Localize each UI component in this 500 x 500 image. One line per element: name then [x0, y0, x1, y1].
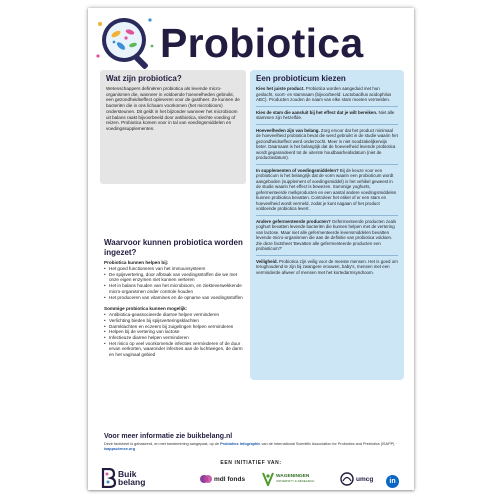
buikbelang-mark-icon — [100, 468, 116, 488]
help-list — [104, 266, 246, 300]
some-heading: Sommige probiotica kunnen mogelijk: — [104, 306, 188, 312]
isapp-link[interactable]: isappscience.org — [104, 446, 136, 451]
help-heading: Probiotica kunnen helpen bij: — [104, 260, 169, 265]
tip-lead: Veiligheid. — [256, 258, 278, 264]
divider — [256, 215, 398, 216]
divider — [256, 255, 398, 256]
page-title: Probiotica — [160, 20, 364, 66]
wageningen-mark-icon — [262, 472, 274, 486]
list-item: • De spijsvertering, door afbraak van voedingsstoffen die we met onze eigen enzymen niet kunnen verteren — [104, 272, 246, 283]
tip-text: Niet alle stammen zijn hetzelfde. — [256, 109, 395, 120]
tip-lead: In supplementen of voedingsmiddelen? — [256, 167, 339, 173]
umcg-logo — [340, 472, 373, 486]
tip-amounts — [256, 128, 398, 161]
tip-right-product — [256, 86, 398, 103]
tip-text: Probiotica worden aangeduid met hun geslacht, soort- en stamnaam (bijvoorbeeld: Lactobacillus acidophilus ABC). Producten zouden de naam van elke stam moeten vermelden. — [256, 86, 392, 102]
choosing-probiotic-box — [250, 70, 404, 380]
what-are-probiotics-box — [100, 70, 246, 184]
factsheet-page — [88, 8, 414, 490]
tip-lead: Hoeveelheden zijn van belang. — [256, 127, 320, 133]
tip-lead: Andere gefermenteerde producten? — [256, 218, 331, 224]
partner-logos — [88, 468, 414, 490]
tip-fermented-products — [256, 219, 398, 252]
tip-text: Bij de keuze voor een probioticum is het belangrijk dat de vorm waarin een probioticum wordt aangeboden (supplement of voedingsmiddel) is het vehikel geweest in de studie waarin het effect is bewezen. Sommige yoghurts, gefermenteerde melkproducten en een aantal andere voedingsmiddelen kunnen probiotica bevatten. Controleer het etiket of er een stam en hoeveelheid wordt vermeld, zodat je kunt nagaan of het product voldoende probiotica levert. — [256, 167, 397, 211]
mdl-fonds-logo — [200, 474, 245, 484]
magnifier-bacteria-icon — [90, 10, 164, 72]
list-item: • Het risico op veel voorkomende infecties verminderen of de duur ervan verkorten, waaronder infecties aan de luchtwegen, de darm en het vaginaal gebied — [104, 341, 246, 358]
box-title: Een probioticum kiezen — [256, 74, 346, 83]
list-item: • Helpen bij de vertering van lactose — [104, 329, 246, 335]
tip-right-strain — [256, 110, 398, 121]
umcg-mark-icon — [340, 472, 354, 486]
tip-text: Gefermenteerde producten zoals yoghurt bevatten levende bacteriën die kunnen helpen met de vertering van lactose. Maar niet alle gefermenteerde levensmiddelen bevatten levende micro-organismen die aan de definitie van probiotica voldoen. Zie deze factsheet 'Bevatten alle gefermenteerde producten een probioticum?' — [256, 218, 397, 251]
logo-text: belang — [118, 477, 146, 487]
divider — [256, 106, 398, 107]
more-info-link[interactable]: Voor meer informatie zie buikbelang.nl — [104, 433, 233, 440]
divider — [256, 164, 398, 165]
logo-text: mdl fonds — [214, 475, 246, 483]
logo-text: WAGENINGEN — [276, 474, 310, 479]
left-column — [100, 70, 246, 358]
initiative-label: EEN INITIATIEF VAN: — [220, 460, 282, 466]
logo-text: umcg — [356, 475, 374, 483]
tip-text: Probiotica zijn veilig voor de meeste mensen. Het is goed om terughoudend te zijn bij zwangere vrouwen, baby's, mensen met een verminderde afweer of mensen met het kortedarmsyndroom. — [256, 258, 398, 275]
note-text: van de International Scientific Association for Probiotics and Prebiotics (ISAPP) · — [260, 442, 397, 446]
tip-supplements-or-food — [256, 168, 398, 212]
tip-text: Zorg ervoor dat het product minimaal de hoeveelheid probiotica bevat die werd gebruikt in de studie waarin het gezondheidseffect werd onderzocht. Meer is niet noodzakelijkerwijs beter. Daarnaast is het belangrijk dat de hoeveelheid levende probiotica wordt gegarandeerd tot de uiterste houdbaarheidsdatum (niet de productiedatum). — [256, 127, 398, 160]
source-note — [104, 442, 404, 452]
tip-safety — [256, 259, 398, 276]
box-text: Wetenschappers definiëren probiotica als levende micro-organismen die, wanneer in voldoende hoeveelheden gebruikt, een gezondheidseffect opleveren voor de gastheer. Ze kunnen de bacteriën die in ons lichaam voorkomen (het microbioom) ondersteunen. Dit geldt in het bijzonder wanneer het microbioom uit balans raakt bijvoorbeeld door antibiotica, slechte voeding of reizen. Probiotica komen voor in tal van voedingsmiddelen en voedingssupplementen. — [106, 86, 240, 131]
linkedin-icon[interactable]: in — [386, 475, 399, 488]
buikbelang-logo — [100, 468, 145, 488]
list-item: • Het in balans houden van het microbioom, en ziekteverwekkende micro-organismen onder controle houden — [104, 283, 246, 294]
tip-lead: Kies het juiste product. — [256, 86, 305, 91]
list-item: • Verlichting bieden bij spijsverteringsklachten — [104, 318, 246, 324]
list-item: • Het goed functioneren van het immuunsysteem — [104, 266, 246, 272]
note-text: Deze factsheet is gebaseerd, en met toestemming aangepast, op de — [104, 442, 221, 446]
list-item: • Het produceren van vitamines en de opname van voedingsstoffen — [104, 295, 246, 301]
logo-text: Buik — [118, 468, 137, 479]
some-list — [104, 312, 246, 358]
box-title: Wat zijn probiotica? — [106, 74, 182, 83]
tip-lead: Kies de stam die aansluit bij het effect dat je wilt bereiken. — [256, 109, 378, 115]
list-item: • Infectieuze diarree helpen verminderen — [104, 335, 246, 341]
logo-subtext: UNIVERSITY & RESEARCH — [276, 479, 315, 483]
list-item: • Darmklachten en eczeem bij zuigelingen helpen verminderen — [104, 324, 246, 330]
divider — [256, 124, 398, 125]
mdl-mark-icon — [200, 474, 212, 484]
section-title-uses: Waarvoor kunnen probiotica worden ingezet? — [104, 238, 243, 257]
wageningen-logo — [262, 472, 314, 486]
list-item: • Antibiotica-geassocieerde diarree helpen verminderen — [104, 312, 246, 318]
infographic-link[interactable]: Probiotics Infographic — [220, 442, 261, 446]
more-info — [104, 433, 404, 452]
